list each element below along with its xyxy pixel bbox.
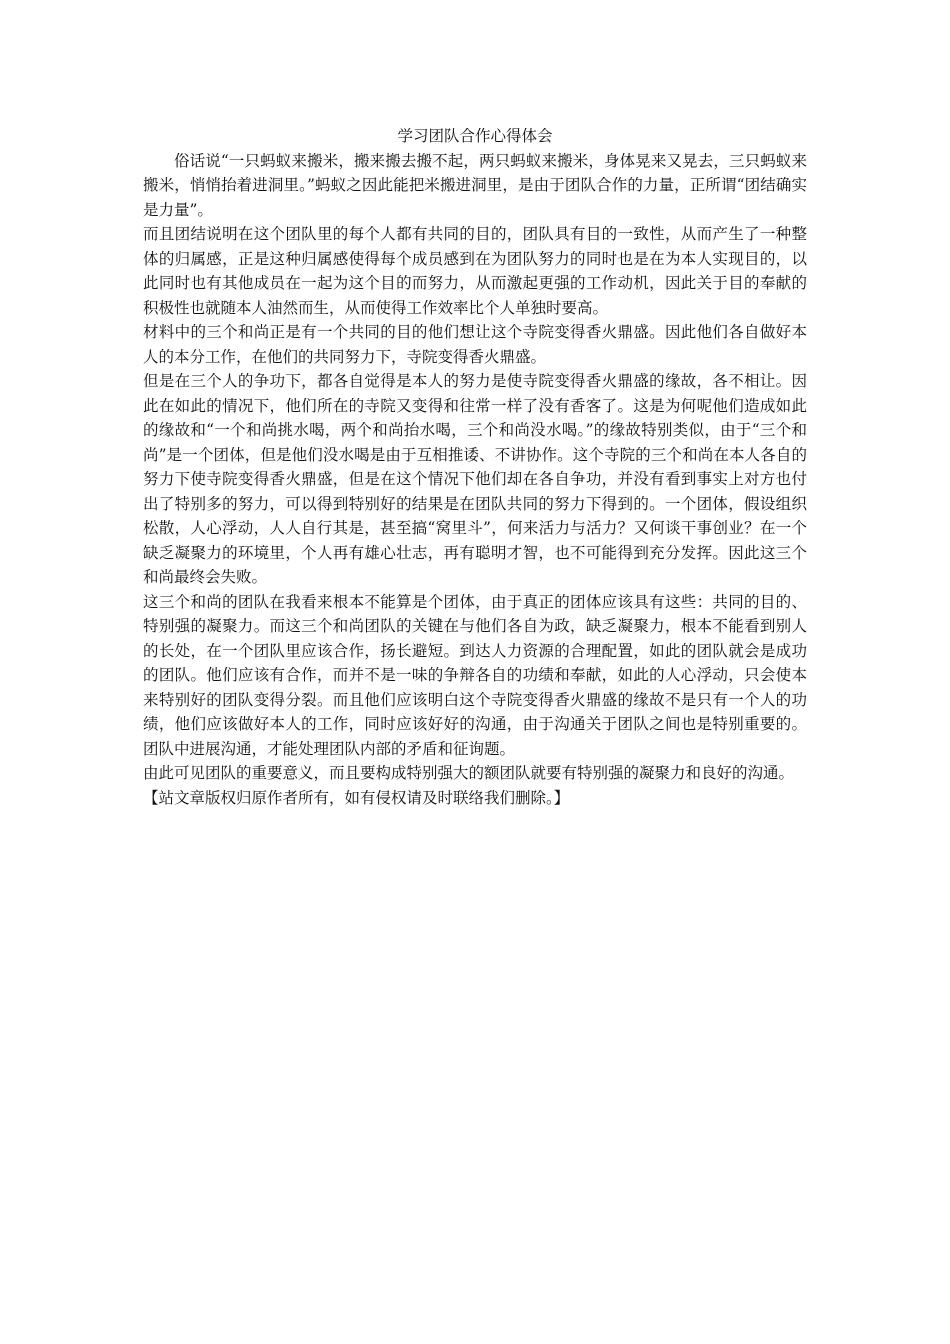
paragraph-common-goal: 而且团结说明在这个团队里的每个人都有共同的目的，团队具有目的一致性，从而产生了一种整体的归属感，正是这种归属感使得每个成员感到在为团队努力的同时也是在为本人实现目的，以此同时也有其他成员在一起为这个目的而努力，从而激起更强的工作动机，因此关于目的奉献的积极性也就随本人油然而生，从而使得工作效率比个人单独时要高。 [143, 225, 807, 317]
copyright-notice: 【站文章版权归原作者所有，如有侵权请及时联络我们删除。】 [143, 788, 570, 807]
paragraph-three-monks-conflict: 但是在三个人的争功下，都各自觉得是本人的努力是使寺院变得香火鼎盛的缘故，各不相让。因此在如此的情况下，他们所在的寺院又变得和往常一样了没有香客了。这是为何呢他们造成如此的缘故和“一个和尚挑水喝，两个和尚抬水喝，三个和尚没水喝。”的缘故特别类似，由于“三个和尚”是一个团体，但是他们没水喝是由于互相推诿、不讲协作。这个寺院的三个和尚在本人各自的努力下使寺院变得香火鼎盛，但是在这个情况下他们却在各自争功，并没有看到事实上对方也付出了特别多的努力，可以得到特别好的结果是在团队共同的努力下得到的。一个团体，假设组织松散，人心浮动，人人自行其是，甚至搞“窝里斗”，何来活力与活力？又何谈干事创业？在一个缺乏凝聚力的环境里，个人再有雄心壮志，再有聪明才智，也不可能得到充分发挥。因此这三个和尚最终会失败。 [143, 372, 807, 586]
paragraph-conclusion: 由此可见团队的重要意义，而且要构成特别强大的额团队就要有特别强的凝聚力和良好的沟通。 [143, 764, 795, 782]
document-body [143, 124, 807, 810]
paragraph-three-monks-success: 材料中的三个和尚正是有一个共同的目的他们想让这个寺院变得香火鼎盛。因此他们各自做好本人的本分工作，在他们的共同努力下，寺院变得香火鼎盛。 [143, 323, 807, 366]
paragraph-ant-proverb: 俗话说“一只蚂蚁来搬米，搬来搬去搬不起，两只蚂蚁来搬米，身体晃来又晃去，三只蚂蚁来搬米，悄悄抬着进洞里。”蚂蚁之因此能把米搬进洞里，是由于团队合作的力量，正所谓“团结确实是力量”。 [143, 151, 807, 219]
document-title: 学习团队合作心得体会 [397, 127, 553, 145]
paragraph-team-analysis: 这三个和尚的团队在我看来根本不能算是个团体，由于真正的团体应该具有这些：共同的目的、特别强的凝聚力。而这三个和尚团队的关键在与他们各自为政，缺乏凝聚力，根本不能看到别人的长处，在一个团队里应该合作，扬长避短。到达人力资源的合理配置，如此的团队就会是成功的团队。他们应该有合作，而并不是一味的争辩各自的功绩和奉献，如此的人心浮动，只会使本来特别好的团队变得分裂。而且他们应该明白这个寺院变得香火鼎盛的缘故不是只有一个人的功绩，他们应该做好本人的工作，同时应该好好的沟通，由于沟通关于团队之间也是特别重要的。团队中进展沟通，才能处理团队内部的矛盾和征询题。 [143, 592, 807, 758]
